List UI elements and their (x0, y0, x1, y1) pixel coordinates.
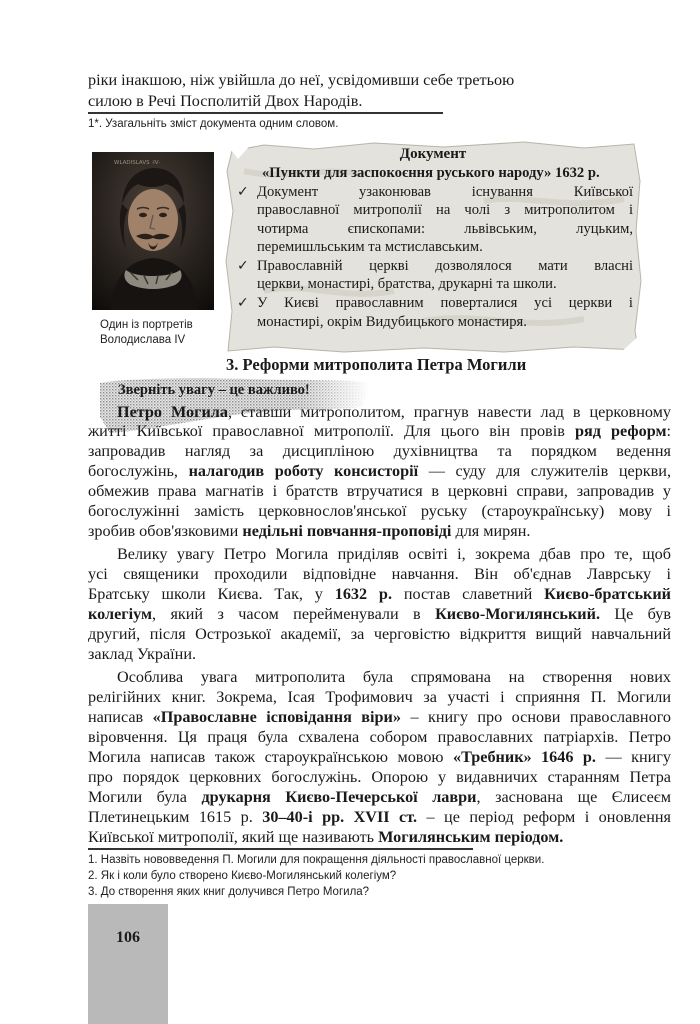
p3-line-9-a: Київської митрополії, який ще називають (88, 828, 375, 846)
p1-line-4-a: богослужінь, (88, 462, 178, 480)
top-text-line-2: силою в Речі Посполитій Двох Народів. (88, 92, 363, 110)
p2-line-4-a: , який з часом перейменували в (152, 605, 421, 623)
p1-consistory: налагодив роботу консисторії (188, 462, 419, 480)
p1-line-6: богослужінні замість церковнослов'янської руську (староукраїнську) мову і (88, 502, 671, 520)
p2-line-3-a: Братську школи Києва. Так, у (88, 585, 323, 603)
p3-line-1: Особлива увага митрополита була спрямована на створення нових (117, 668, 671, 686)
p1-line-2-end: : (666, 422, 671, 440)
doc-item-1-line-4: перемишльським та мстиславським. (257, 239, 483, 255)
p1-name: Петро Могила (117, 403, 228, 421)
page-number-bar (88, 904, 168, 1024)
check-icon: ✓ (237, 184, 249, 200)
p1-line-7-b: для мирян. (455, 522, 531, 540)
question-3: 3. До створення яких книг долучився Петро Могила? (88, 886, 370, 898)
document-title-year: 1632 р. (555, 165, 600, 181)
p1-line-1 (117, 402, 671, 422)
p3-trebnyk: «Требник» 1646 р. (452, 748, 596, 766)
doc-item-3-line-2: монастирі, окрім Видубицького монастиря. (257, 314, 527, 330)
doc-item-1-line-2: православної митрополії на чолі з митрополитом і (257, 202, 633, 218)
p3-confession: «Православне ісповідання віри» (152, 708, 401, 726)
p2-line-6: заклад України. (88, 645, 197, 663)
p3-line-7-a: Могили була (88, 788, 187, 806)
p3-line-8-b: – це період реформ і оновлення (426, 808, 672, 826)
p1-line-7-a: зробив обов'язковими (88, 522, 239, 540)
p3-mohyla-period: Могилянським періодом. (378, 828, 564, 846)
p3-printing-house: друкарня Києво-Печерської лаври (201, 788, 477, 806)
p3-line-4: віровчення. Ця праця була схвалена собором православних патріархів. Петро (88, 728, 671, 746)
p3-line-7 (88, 787, 671, 807)
p2-line-1: Велику увагу Петро Могила приділяв освіті і, зокрема дбав про те, щоб (117, 545, 671, 563)
p2-line-3 (88, 584, 671, 604)
p2-line-4-b: Це був (614, 605, 672, 623)
question-2: 2. Як і коли було створено Києво-Могилянський колегіум? (88, 870, 397, 882)
doc-item-1-line-1: Документ узаконював існування Київської (257, 184, 633, 200)
portrait-caption-line-1: Один із портретів (100, 319, 193, 331)
svg-text:WLADISLAVS ·IV·: WLADISLAVS ·IV· (114, 160, 161, 166)
p1-line-2 (88, 421, 671, 441)
p3-line-8 (88, 807, 671, 827)
divider-questions (88, 848, 473, 850)
p1-line-2-text: житті Київської православної митрополії. Для цього він провів (88, 422, 565, 440)
p1-sermons: недільні повчання-проповіді (242, 522, 452, 540)
portrait-caption-line-2: Володислава IV (100, 334, 186, 346)
p1-line-3: запровадив нагляд за дисципліною духівництва та порядком ведення (88, 442, 671, 460)
p3-line-3-a: написав (88, 708, 144, 726)
doc-item-1-line-3: чотирма єпископами: львівським, луцьким, (257, 221, 633, 237)
p2-line-4 (88, 604, 671, 624)
p2-year: 1632 р. (334, 585, 392, 603)
p3-line-5-b: — книгу (605, 748, 672, 766)
document-heading: Документ (399, 146, 467, 162)
top-text-line-1: ріки інакшою, ніж увійшла до неї, усвідомивши себе третьою (88, 71, 515, 89)
p1-line-5: обмежив права магнатів і братств втручатися в церковні справи, запровадив у (88, 482, 671, 500)
p3-line-5-a: Могила написав також староукраїнською мовою (88, 748, 444, 766)
attention-label: Зверніть увагу – це важливо! (118, 382, 310, 398)
p3-period-years: 30–40-і рр. XVII ст. (262, 808, 418, 826)
check-icon: ✓ (237, 295, 249, 311)
p3-line-3 (88, 707, 671, 727)
p3-line-2: релігійних книг. Зокрема, Ісая Трофимович за участі і сприяння П. Могили (88, 688, 671, 706)
document-title-quote: «Пункти для заспокоєння руського народу» (262, 165, 552, 181)
doc-item-3-line-1: У Києві православним поверталися усі церкви і (257, 295, 633, 311)
p3-line-9 (88, 827, 563, 847)
p2-mohyla: Києво-Могилянський. (435, 605, 601, 623)
p1-line-7 (88, 521, 530, 541)
p2-collegium: Києво-братський (544, 585, 671, 603)
doc-item-2-line-1: Православній церкві дозволялося мати власні (257, 258, 633, 274)
divider (88, 112, 443, 114)
p3-line-3-b: – книгу про основи православного (410, 708, 672, 726)
document-title (262, 164, 600, 182)
p3-line-5 (88, 747, 671, 767)
p3-line-8-a: Плетинецьким 1615 р. (88, 808, 253, 826)
check-icon: ✓ (237, 258, 249, 274)
p2-line-3-b: постав славетний (403, 585, 533, 603)
p1-reforms: ряд реформ (574, 422, 667, 440)
p3-line-6: про порядок церковних богослужінь. Опорою у видавничих старанням Петра (88, 768, 671, 786)
portrait-image (92, 152, 214, 310)
page-number: 106 (116, 929, 140, 946)
question-top: 1*. Узагальніть зміст документа одним словом. (88, 118, 339, 130)
doc-item-2-line-2: церкви, монастирі, братства, друкарні та школи. (257, 276, 557, 292)
p2-line-5: другий, після Острозької академії, за черговістю відкриття вищий навчальний (88, 625, 671, 643)
question-1: 1. Назвіть нововведення П. Могили для покращення діяльності православної церкви. (88, 854, 545, 866)
p1-line-4-b: — суду для служителів церкви, (428, 462, 672, 480)
p2-collegium-word: колегіум (88, 605, 153, 623)
section-title: 3. Реформи митрополита Петра Могили (226, 355, 527, 374)
p3-line-7-b: , заснована ще Єлисеєм (476, 788, 671, 806)
document-panel (224, 141, 642, 353)
p1-line-4 (88, 461, 671, 481)
p2-line-2: усі священики проходили відповідне навчання. Він об'єднав Лаврську і (88, 565, 671, 583)
portrait-caption (100, 318, 210, 348)
p1-line-1-rest: , ставши митрополитом, прагнув навести лад в церковному (227, 403, 671, 421)
